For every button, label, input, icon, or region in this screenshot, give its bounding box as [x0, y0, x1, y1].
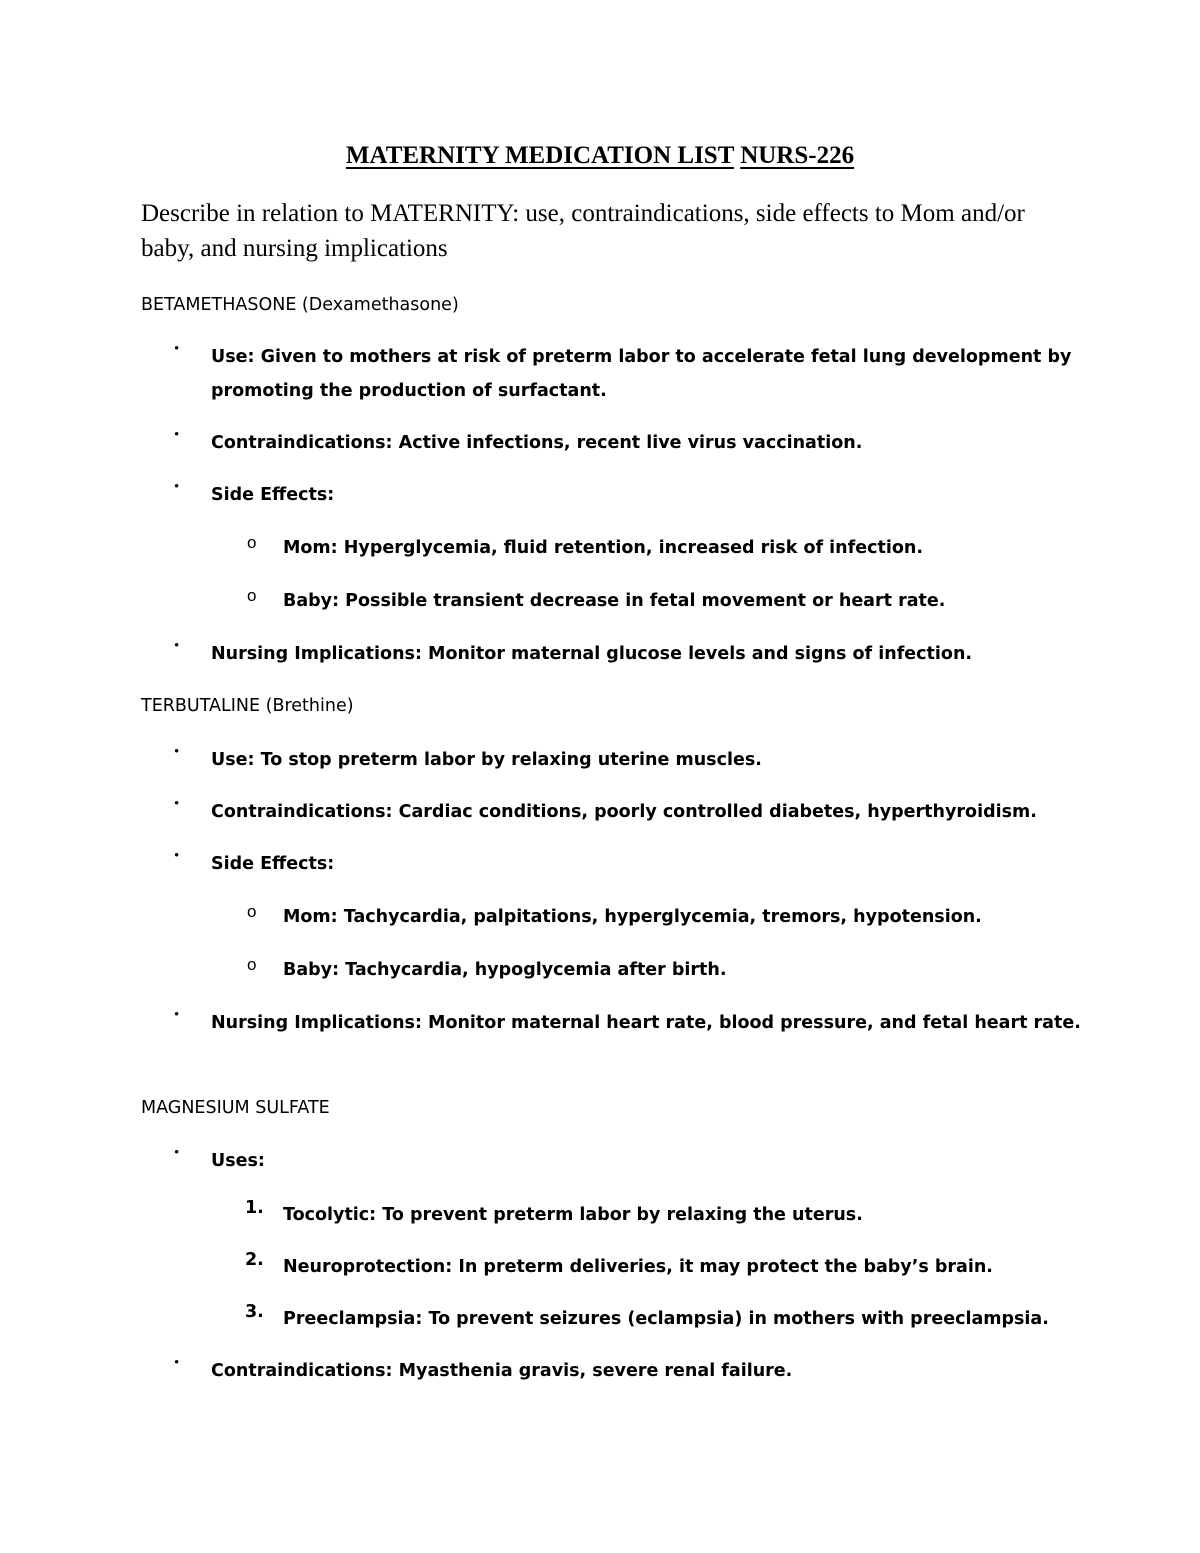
instructions-text: Describe in relation to MATERNITY: use, contraindications, side effects to Mom and/or baby, and nursing implications [141, 200, 1025, 262]
numbered-item-preeclampsia: Preeclampsia: To prevent seizures (eclampsia) in mothers with preeclampsia. [283, 1309, 1049, 1329]
list-item-nursing: Nursing Implications: Monitor maternal heart rate, blood pressure, and fetal heart rate. [211, 1013, 1081, 1033]
list-subitem-baby: Baby: Possible transient decrease in fetal movement or heart rate. [283, 591, 946, 611]
numbered-item-neuroprotection: Neuroprotection: In preterm deliveries, it may protect the baby’s brain. [283, 1257, 993, 1277]
list-item-uses: Uses: [211, 1151, 265, 1171]
list-item-side-effects: Side Effects: [211, 854, 335, 874]
bullet-marker: • [174, 479, 180, 495]
bullet-marker: • [174, 638, 180, 654]
list-item-use: Use: To stop preterm labor by relaxing uterine muscles. [211, 750, 762, 770]
list-item-contraindications: Contraindications: Cardiac conditions, poorly controlled diabetes, hyperthyroidism. [211, 802, 1037, 822]
bullet-marker: • [174, 1355, 180, 1371]
bullet-marker: • [174, 1145, 180, 1161]
bullet-marker: • [174, 341, 180, 357]
sub-bullet-marker: o [247, 586, 257, 605]
bullet-marker: • [174, 796, 180, 812]
bullet-marker: • [174, 427, 180, 443]
list-number: 3. [245, 1302, 264, 1322]
document-title [0, 142, 1200, 170]
title-course-code: NURS-226 [740, 142, 855, 169]
bullet-marker: • [174, 848, 180, 864]
sub-bullet-marker: o [247, 902, 257, 921]
bullet-marker: • [174, 1007, 180, 1023]
drug-heading-magnesium-sulfate: MAGNESIUM SULFATE [141, 1098, 330, 1118]
title-main: MATERNITY MEDICATION LIST [345, 142, 734, 169]
sub-bullet-marker: o [247, 955, 257, 974]
list-subitem-baby: Baby: Tachycardia, hypoglycemia after birth. [283, 960, 727, 980]
numbered-item-tocolytic: Tocolytic: To prevent preterm labor by relaxing the uterus. [283, 1205, 863, 1225]
list-subitem-mom: Mom: Tachycardia, palpitations, hyperglycemia, tremors, hypotension. [283, 907, 982, 927]
list-subitem-mom: Mom: Hyperglycemia, fluid retention, increased risk of infection. [283, 538, 923, 558]
list-item-nursing: Nursing Implications: Monitor maternal glucose levels and signs of infection. [211, 644, 973, 664]
list-item-use: Use: Given to mothers at risk of preterm labor to accelerate fetal lung development by promoting the production of surfactant. [211, 347, 1072, 401]
drug-heading-terbutaline: TERBUTALINE (Brethine) [141, 696, 354, 716]
list-item-contraindications: Contraindications: Active infections, recent live virus vaccination. [211, 433, 863, 453]
bullet-marker: • [174, 744, 180, 760]
list-item-side-effects: Side Effects: [211, 485, 335, 505]
list-number: 1. [245, 1198, 264, 1218]
sub-bullet-marker: o [247, 533, 257, 552]
drug-heading-betamethasone: BETAMETHASONE (Dexamethasone) [141, 295, 459, 315]
list-item-contraindications: Contraindications: Myasthenia gravis, severe renal failure. [211, 1361, 793, 1381]
list-number: 2. [245, 1250, 264, 1270]
